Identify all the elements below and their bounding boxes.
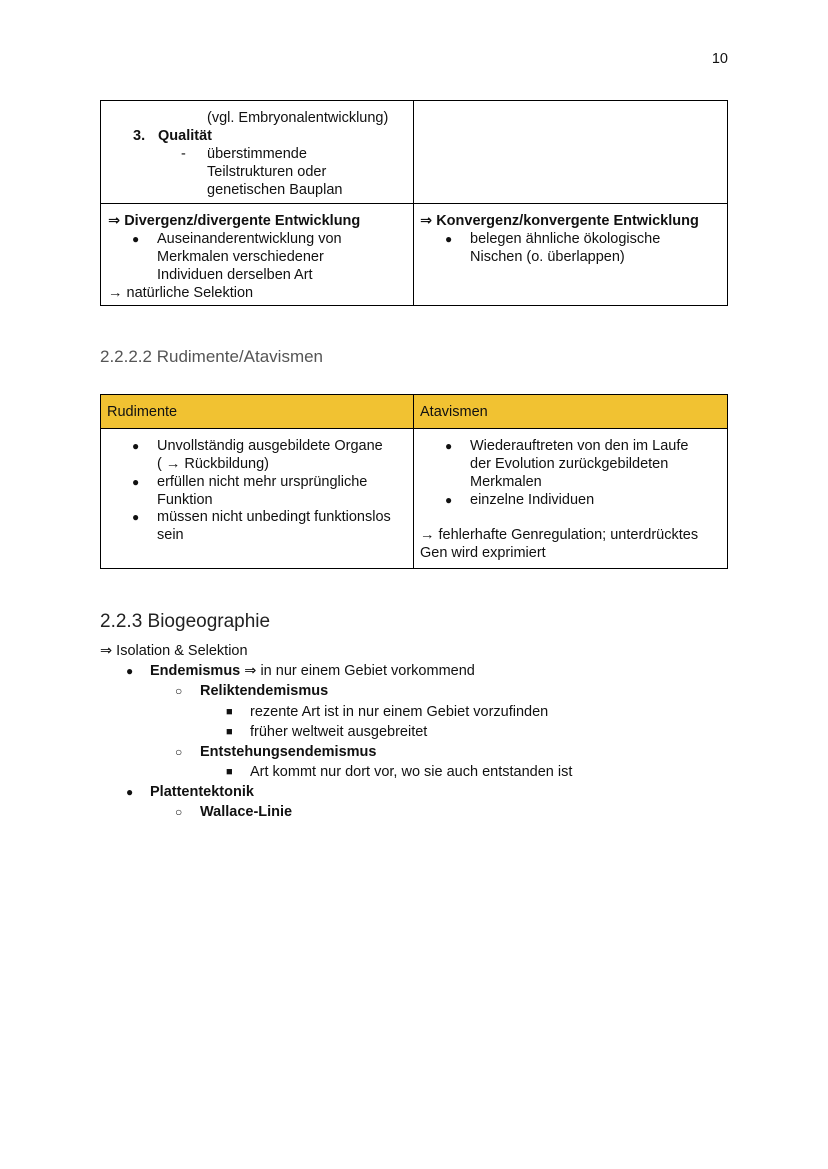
endemismus-label: Endemismus (150, 663, 241, 679)
rudimente-line: erfüllen nicht mehr ursprüngliche (157, 474, 368, 490)
rudimente-cell (101, 429, 414, 569)
endemismus-description: ⇒ in nur einem Gebiet vorkommend (240, 663, 475, 679)
square-bullet-icon: ■ (226, 766, 233, 778)
convergence-item: belegen ähnliche ökologische (470, 231, 661, 247)
bullet-icon: ● (126, 664, 134, 678)
wallace-item: Wallace-Linie (200, 804, 293, 820)
atavismen-line: der Evolution zurückgebildeten (470, 456, 669, 472)
rudimente-line: müssen nicht unbedingt funktionslos (157, 509, 391, 525)
bullet-icon: ● (445, 439, 453, 453)
divergence-item: Auseinanderentwicklung von (157, 231, 342, 247)
bullet-icon: ● (132, 232, 140, 246)
bullet-icon: ● (132, 439, 140, 453)
atavismen-conclusion: Gen wird exprimiert (420, 545, 546, 561)
implies-arrow: ⇒ (420, 213, 433, 229)
intro-line: ⇒ Isolation & Selektion (100, 643, 248, 659)
header-rudimente (101, 395, 414, 429)
header-rudimente-label: Rudimente (107, 404, 178, 420)
relikt-subitem: früher weltweit ausgebreitet (250, 724, 428, 740)
bullet-icon: ● (126, 785, 134, 799)
rudimente-line: Unvollständig ausgebildete Organe (157, 438, 383, 454)
divergence-item: Merkmalen verschiedener (157, 249, 324, 265)
square-bullet-icon: ■ (226, 706, 233, 718)
plattentektonik-item: Plattentektonik (150, 784, 254, 800)
relikt-item: Reliktendemismus (200, 683, 329, 699)
dash-marker: - (181, 146, 186, 162)
divergence-item: Individuen derselben Art (157, 267, 313, 283)
table-cell-empty (414, 101, 728, 204)
circle-bullet-icon: ○ (175, 684, 183, 698)
convergence-title: Konvergenz/konvergente Entwicklung (436, 213, 699, 229)
square-bullet-icon: ■ (226, 726, 233, 738)
table-cell-homology (101, 101, 414, 204)
list-number: 3. (133, 128, 146, 144)
convergence-cell (414, 204, 728, 306)
sub-line: überstimmende (207, 146, 307, 162)
comparison-table (100, 100, 728, 306)
endemismus-item (150, 661, 475, 681)
entstehung-subitem: Art kommt nur dort vor, wo sie auch entstanden ist (250, 764, 573, 780)
bullet-icon: ● (132, 475, 140, 489)
atavismen-conclusion: → fehlerhafte Genregulation; unterdrücktes (420, 527, 699, 543)
circle-bullet-icon: ○ (175, 805, 183, 819)
quality-heading: Qualität (158, 128, 212, 144)
bullet-icon: ● (445, 232, 453, 246)
divergence-title: Divergenz/divergente Entwicklung (124, 213, 361, 229)
header-atavismen (414, 395, 728, 429)
sub-line: Teilstrukturen oder (207, 164, 327, 180)
bullet-icon: ● (445, 493, 453, 507)
rudimente-line: sein (157, 527, 184, 543)
atavismen-line: einzelne Individuen (470, 492, 595, 508)
sub-line: genetischen Bauplan (207, 182, 343, 198)
atavismen-cell (414, 429, 728, 569)
section-heading-biogeographie: 2.2.3 Biogeographie (100, 611, 271, 632)
atavismen-line: Wiederauftreten von den im Laufe (470, 438, 689, 454)
page-number: 10 (711, 51, 728, 67)
rudimente-line: ( → Rückbildung) (157, 456, 270, 472)
embryo-note: (vgl. Embryonalentwicklung) (207, 110, 389, 126)
bullet-icon: ● (132, 510, 140, 524)
circle-bullet-icon: ○ (175, 745, 183, 759)
atavismen-line: Merkmalen (470, 474, 542, 490)
rudimente-atavismen-table (100, 394, 728, 569)
divergence-conclusion: → natürliche Selektion (108, 285, 254, 301)
header-atavismen-label: Atavismen (420, 404, 488, 420)
divergence-cell (101, 204, 414, 306)
relikt-subitem: rezente Art ist in nur einem Gebiet vorzufinden (250, 704, 549, 720)
rudimente-line: Funktion (157, 492, 213, 508)
entstehung-item: Entstehungsendemismus (200, 744, 377, 760)
convergence-item: Nischen (o. überlappen) (470, 249, 625, 265)
section-heading-rudimente: 2.2.2.2 Rudimente/Atavismen (100, 347, 324, 366)
implies-arrow: ⇒ (108, 213, 121, 229)
